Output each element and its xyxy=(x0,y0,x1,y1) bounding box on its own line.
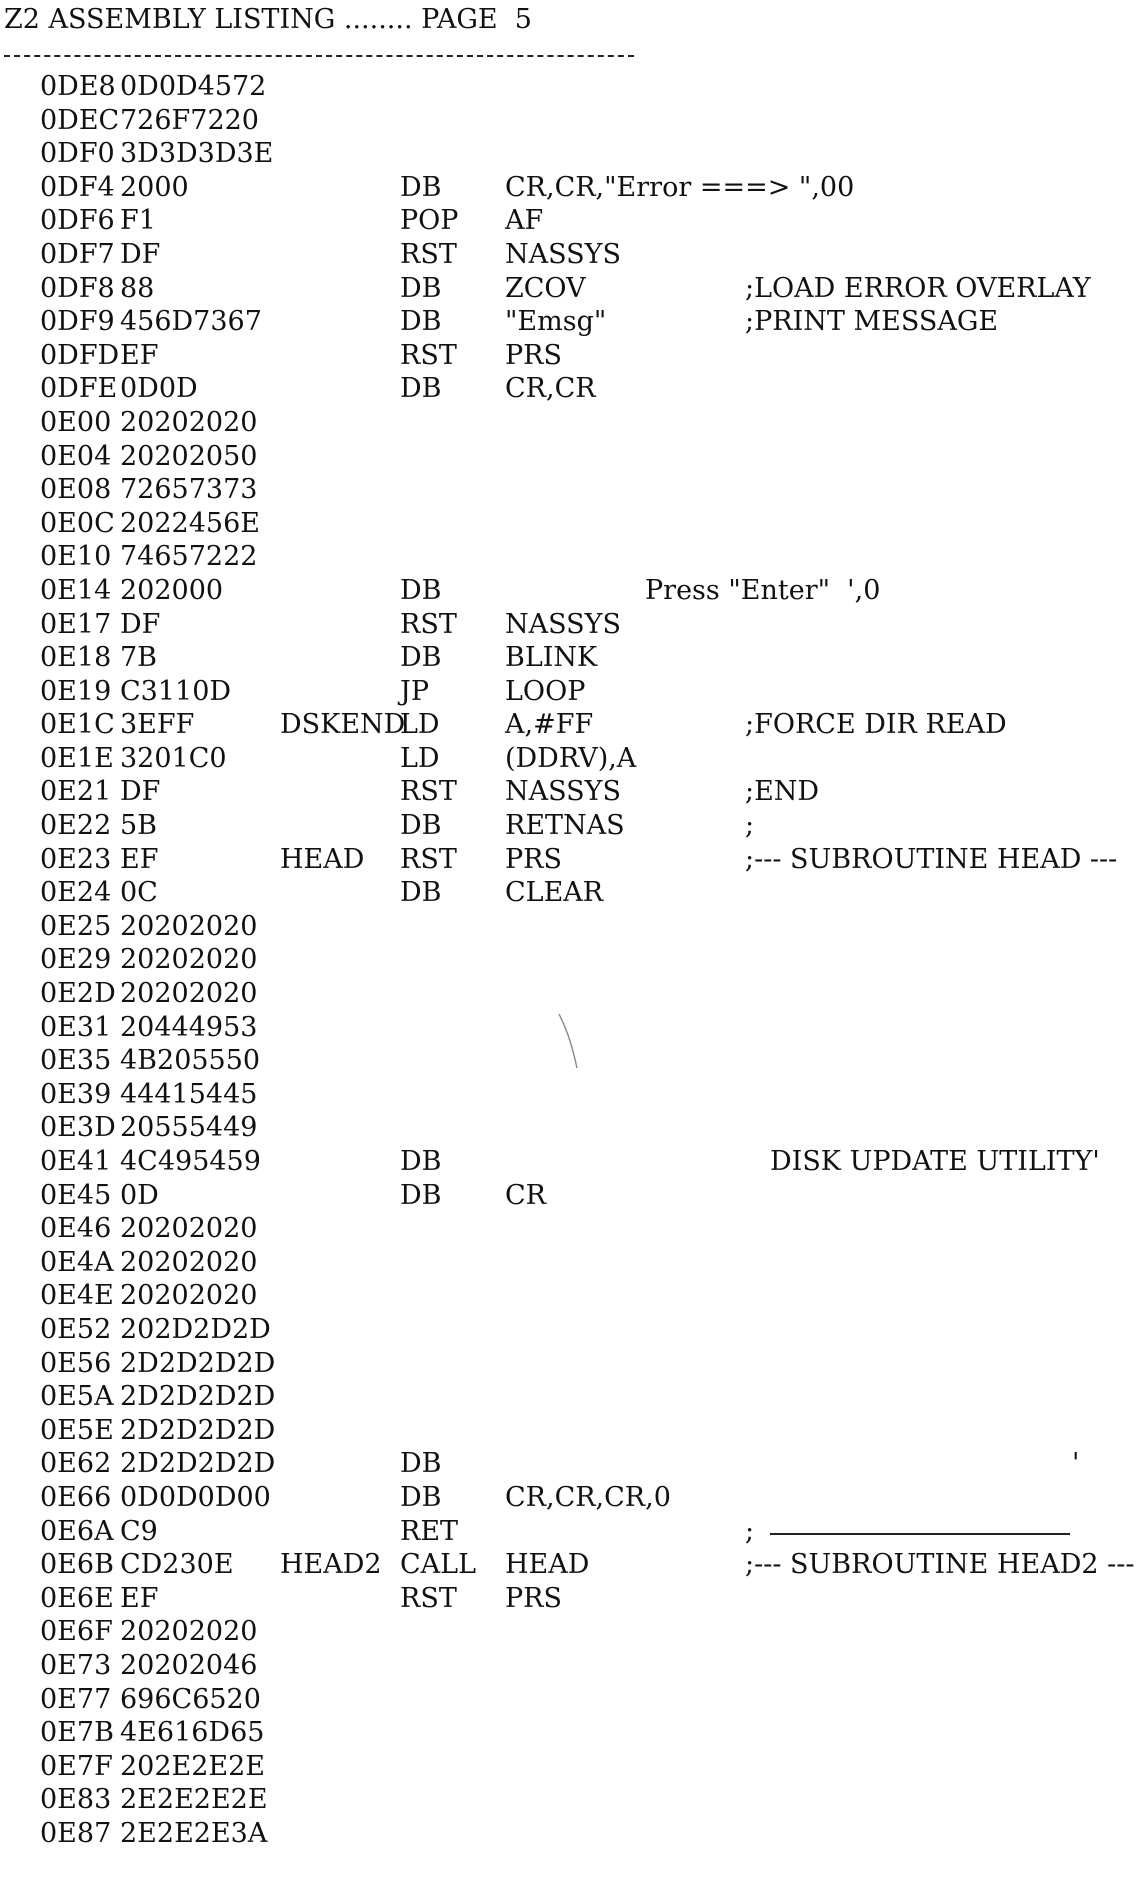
handwritten-underline xyxy=(770,1533,1070,1535)
object-code-cell: 20202020 xyxy=(120,1246,258,1278)
opcode-cell: DB xyxy=(400,1448,442,1480)
object-code-cell: 0D0D0D00 xyxy=(120,1481,271,1513)
address-cell: 0E18 xyxy=(40,642,112,674)
object-code-cell: DF xyxy=(120,776,161,808)
listing-row xyxy=(0,540,1146,574)
object-code-cell: 20202020 xyxy=(120,406,258,438)
listing-row xyxy=(0,70,1146,104)
opcode-cell: RST xyxy=(400,339,457,371)
address-cell: 0E22 xyxy=(40,810,112,842)
listing-row xyxy=(0,1380,1146,1414)
label-cell: HEAD xyxy=(280,843,365,875)
address-cell: 0E1E xyxy=(40,742,114,774)
opcode-cell: DB xyxy=(400,1179,442,1211)
listing-row xyxy=(0,775,1146,809)
object-code-cell: 20202050 xyxy=(120,440,258,472)
listing-row xyxy=(0,675,1146,709)
label-cell: DSKEND xyxy=(280,709,406,741)
object-code-cell: 20202046 xyxy=(120,1649,258,1681)
address-cell: 0E52 xyxy=(40,1313,112,1345)
listing-row xyxy=(0,440,1146,474)
listing-row xyxy=(0,843,1146,877)
object-code-cell: 20202020 xyxy=(120,1280,258,1312)
listing-row xyxy=(0,305,1146,339)
operand-cell: CR,CR xyxy=(505,373,596,405)
object-code-cell: 0C xyxy=(120,877,158,909)
object-code-cell: DF xyxy=(120,608,161,640)
operand-cell: HEAD xyxy=(505,1549,590,1581)
opcode-cell: DB xyxy=(400,877,442,909)
operand-cell: BLINK xyxy=(505,642,598,674)
address-cell: 0E29 xyxy=(40,944,112,976)
listing-row xyxy=(0,641,1146,675)
address-cell: 0E21 xyxy=(40,776,112,808)
address-cell: 0E25 xyxy=(40,910,112,942)
listing-row xyxy=(0,1447,1146,1481)
address-cell: 0E7B xyxy=(40,1717,114,1749)
operand-cell: NASSYS xyxy=(505,776,621,808)
object-code-cell: 20202020 xyxy=(120,910,258,942)
object-code-cell: 72657373 xyxy=(120,474,258,506)
opcode-cell: DB xyxy=(400,171,442,203)
listing-row xyxy=(0,339,1146,373)
address-cell: 0DF4 xyxy=(40,171,115,203)
comment-cell: ;END xyxy=(745,776,820,808)
object-code-cell: 2E2E2E2E xyxy=(120,1784,268,1816)
operand-cell: CLEAR xyxy=(505,877,604,909)
object-code-cell: C9 xyxy=(120,1515,158,1547)
object-code-cell: 2000 xyxy=(120,171,189,203)
object-code-cell: EF xyxy=(120,1582,159,1614)
object-code-cell: 88 xyxy=(120,272,155,304)
listing-row xyxy=(0,943,1146,977)
object-code-cell: 0D0D xyxy=(120,373,198,405)
address-cell: 0DF6 xyxy=(40,205,115,237)
opcode-cell: LD xyxy=(400,709,440,741)
opcode-cell: RST xyxy=(400,608,457,640)
listing-row xyxy=(0,204,1146,238)
listing-row xyxy=(0,171,1146,205)
address-cell: 0E35 xyxy=(40,1045,112,1077)
operand-cell: ZCOV xyxy=(505,272,586,304)
opcode-cell: POP xyxy=(400,205,459,237)
address-cell: 0E0C xyxy=(40,507,115,539)
page-header: Z2 ASSEMBLY LISTING ........ PAGE 5 xyxy=(4,4,532,35)
listing-row xyxy=(0,1615,1146,1649)
listing-row xyxy=(0,1212,1146,1246)
object-code-cell: C3110D xyxy=(120,675,232,707)
operand-cell: PRS xyxy=(505,339,562,371)
comment-cell: ;PRINT MESSAGE xyxy=(745,306,999,338)
address-cell: 0E10 xyxy=(40,541,112,573)
listing-row xyxy=(0,1716,1146,1750)
listing-row xyxy=(0,1683,1146,1717)
listing-row xyxy=(0,406,1146,440)
listing-row xyxy=(0,1179,1146,1213)
comment-cell: Press "Enter" ',0 xyxy=(645,574,881,606)
object-code-cell: 4B205550 xyxy=(120,1045,261,1077)
comment-cell: ; xyxy=(745,1515,755,1547)
address-cell: 0E66 xyxy=(40,1481,112,1513)
listing-row xyxy=(0,1515,1146,1549)
address-cell: 0DEC xyxy=(40,104,120,136)
address-cell: 0E19 xyxy=(40,675,112,707)
listing-row xyxy=(0,1246,1146,1280)
opcode-cell: RST xyxy=(400,843,457,875)
opcode-cell: RST xyxy=(400,238,457,270)
address-cell: 0E77 xyxy=(40,1683,112,1715)
object-code-cell: 0D xyxy=(120,1179,159,1211)
object-code-cell: 20444953 xyxy=(120,1011,258,1043)
operand-cell: A,#FF xyxy=(505,709,594,741)
address-cell: 0E6A xyxy=(40,1515,114,1547)
listing-row xyxy=(0,1145,1146,1179)
address-cell: 0DF9 xyxy=(40,306,115,338)
object-code-cell: 202000 xyxy=(120,574,224,606)
opcode-cell: JP xyxy=(400,675,429,707)
address-cell: 0E45 xyxy=(40,1179,112,1211)
opcode-cell: DB xyxy=(400,810,442,842)
comment-cell: ;--- SUBROUTINE HEAD2 --- xyxy=(745,1549,1135,1581)
opcode-cell: DB xyxy=(400,574,442,606)
address-cell: 0E00 xyxy=(40,406,112,438)
object-code-cell: 4E616D65 xyxy=(120,1717,265,1749)
object-code-cell: 202E2E2E xyxy=(120,1750,266,1782)
address-cell: 0E83 xyxy=(40,1784,112,1816)
listing-row xyxy=(0,1649,1146,1683)
object-code-cell: 202D2D2D xyxy=(120,1313,271,1345)
object-code-cell: 20202020 xyxy=(120,1616,258,1648)
address-cell: 0E31 xyxy=(40,1011,112,1043)
listing-row xyxy=(0,372,1146,406)
object-code-cell: 20202020 xyxy=(120,944,258,976)
operand-cell: CR,CR,"Error ===> ",00 xyxy=(505,171,855,203)
object-code-cell: F1 xyxy=(120,205,156,237)
address-cell: 0DE8 xyxy=(40,71,116,102)
listing-row xyxy=(0,1817,1146,1851)
object-code-cell: 3EFF xyxy=(120,709,195,741)
address-cell: 0E3D xyxy=(40,1112,116,1144)
address-cell: 0E46 xyxy=(40,1213,112,1245)
operand-cell: CR,CR,CR,0 xyxy=(505,1481,671,1513)
listing-row xyxy=(0,1414,1146,1448)
address-cell: 0E6E xyxy=(40,1582,114,1614)
operand-cell: PRS xyxy=(505,843,562,875)
address-cell: 0E2D xyxy=(40,978,116,1010)
operand-cell: AF xyxy=(505,205,544,237)
address-cell: 0E5A xyxy=(40,1381,114,1413)
object-code-cell: EF xyxy=(120,339,159,371)
opcode-cell: RET xyxy=(400,1515,459,1547)
object-code-cell: 696C6520 xyxy=(120,1683,261,1715)
comment-cell: ; xyxy=(745,810,755,842)
listing-row xyxy=(0,1347,1146,1381)
address-cell: 0E5E xyxy=(40,1414,114,1446)
pen-mark xyxy=(555,1012,585,1072)
address-cell: 0E56 xyxy=(40,1347,112,1379)
opcode-cell: DB xyxy=(400,1146,442,1177)
object-code-cell: 2E2E2E3A xyxy=(120,1817,268,1849)
listing-row xyxy=(0,574,1146,608)
listing-row xyxy=(0,137,1146,171)
label-cell: HEAD2 xyxy=(280,1549,382,1581)
operand-cell: CR xyxy=(505,1179,546,1211)
operand-cell: NASSYS xyxy=(505,608,621,640)
object-code-cell: 456D7367 xyxy=(120,306,262,338)
object-code-cell: 0D0D4572 xyxy=(120,71,267,102)
listing-row xyxy=(0,1111,1146,1145)
object-code-cell: DF xyxy=(120,238,161,270)
opcode-cell: RST xyxy=(400,776,457,808)
listing-row xyxy=(0,1750,1146,1784)
operand-cell: "Emsg" xyxy=(505,306,607,338)
opcode-cell: DB xyxy=(400,272,442,304)
opcode-cell: DB xyxy=(400,1481,442,1513)
comment-cell: ;LOAD ERROR OVERLAY xyxy=(745,272,1091,304)
operand-cell: NASSYS xyxy=(505,238,621,270)
listing-row xyxy=(0,507,1146,541)
object-code-cell: 2D2D2D2D xyxy=(120,1414,276,1446)
listing-row xyxy=(0,809,1146,843)
object-code-cell: 2D2D2D2D xyxy=(120,1448,276,1480)
address-cell: 0E08 xyxy=(40,474,112,506)
opcode-cell: CALL xyxy=(400,1549,477,1581)
object-code-cell: CD230E xyxy=(120,1549,234,1581)
address-cell: 0E4E xyxy=(40,1280,114,1312)
listing-row xyxy=(0,708,1146,742)
listing-row xyxy=(0,1078,1146,1112)
opcode-cell: LD xyxy=(400,742,440,774)
listing-row xyxy=(0,272,1146,306)
object-code-cell: 20202020 xyxy=(120,978,258,1010)
address-cell: 0E14 xyxy=(40,574,112,606)
address-cell: 0E62 xyxy=(40,1448,112,1480)
listing-row xyxy=(0,977,1146,1011)
address-cell: 0E41 xyxy=(40,1146,112,1177)
listing-row xyxy=(0,910,1146,944)
object-code-cell: 5B xyxy=(120,810,158,842)
address-cell: 0DF8 xyxy=(40,272,115,304)
address-cell: 0E4A xyxy=(40,1246,114,1278)
listing-row xyxy=(0,238,1146,272)
address-cell: 0E39 xyxy=(40,1078,112,1110)
header-rule xyxy=(4,55,634,57)
listing-row xyxy=(0,473,1146,507)
object-code-cell: 3D3D3D3E xyxy=(120,138,274,170)
object-code-cell: 2022456E xyxy=(120,507,260,539)
address-cell: 0E7F xyxy=(40,1750,113,1782)
object-code-cell: 7B xyxy=(120,642,158,674)
listing-row xyxy=(0,1582,1146,1616)
listing-row xyxy=(0,876,1146,910)
object-code-cell: 726F7220 xyxy=(120,104,259,136)
address-cell: 0E24 xyxy=(40,877,112,909)
listing-row xyxy=(0,742,1146,776)
comment-cell: ;FORCE DIR READ xyxy=(745,709,1007,741)
object-code-cell: 3201C0 xyxy=(120,742,227,774)
operand-cell: PRS xyxy=(505,1582,562,1614)
listing-row xyxy=(0,1783,1146,1817)
address-cell: 0DF7 xyxy=(40,238,115,270)
comment-cell: DISK UPDATE UTILITY' xyxy=(770,1146,1100,1177)
address-cell: 0DFD xyxy=(40,339,120,371)
opcode-cell: DB xyxy=(400,306,442,338)
listing-row xyxy=(0,608,1146,642)
assembly-listing xyxy=(0,70,1146,1850)
listing-row xyxy=(0,1548,1146,1582)
comment-cell: ' xyxy=(1072,1448,1080,1480)
operand-cell: (DDRV),A xyxy=(505,742,637,774)
address-cell: 0E17 xyxy=(40,608,112,640)
address-cell: 0E1C xyxy=(40,709,115,741)
opcode-cell: DB xyxy=(400,373,442,405)
object-code-cell: 4C495459 xyxy=(120,1146,261,1177)
address-cell: 0E04 xyxy=(40,440,112,472)
listing-row xyxy=(0,104,1146,138)
address-cell: 0E6B xyxy=(40,1549,114,1581)
address-cell: 0E6F xyxy=(40,1616,113,1648)
opcode-cell: RST xyxy=(400,1582,457,1614)
address-cell: 0E87 xyxy=(40,1817,112,1849)
address-cell: 0E23 xyxy=(40,843,112,875)
listing-row xyxy=(0,1279,1146,1313)
listing-row xyxy=(0,1481,1146,1515)
operand-cell: RETNAS xyxy=(505,810,625,842)
object-code-cell: 20555449 xyxy=(120,1112,258,1144)
object-code-cell: 44415445 xyxy=(120,1078,258,1110)
object-code-cell: 74657222 xyxy=(120,541,258,573)
object-code-cell: EF xyxy=(120,843,159,875)
address-cell: 0DFE xyxy=(40,373,118,405)
object-code-cell: 2D2D2D2D xyxy=(120,1381,276,1413)
comment-cell: ;--- SUBROUTINE HEAD --- xyxy=(745,843,1118,875)
opcode-cell: DB xyxy=(400,642,442,674)
object-code-cell: 20202020 xyxy=(120,1213,258,1245)
listing-row xyxy=(0,1313,1146,1347)
operand-cell: LOOP xyxy=(505,675,586,707)
object-code-cell: 2D2D2D2D xyxy=(120,1347,276,1379)
address-cell: 0DF0 xyxy=(40,138,115,170)
address-cell: 0E73 xyxy=(40,1649,112,1681)
